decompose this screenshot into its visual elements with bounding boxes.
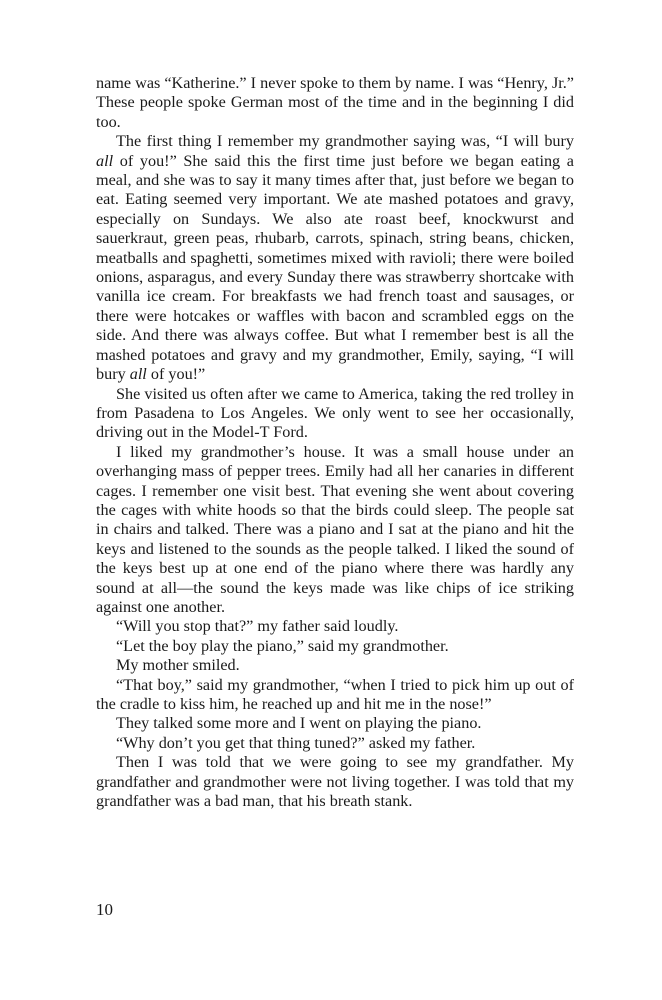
emphasis: all: [129, 365, 147, 384]
paragraph-text: My mother smiled.: [116, 656, 240, 675]
paragraph-text: Then I was told that we were going to see my grandfather. My grandfather and grandmother were not living together. I was told that my grandfather was a bad man, that his breath stank.: [96, 753, 574, 811]
page-body: [96, 74, 574, 811]
paragraph: [96, 637, 574, 656]
paragraph: [96, 753, 574, 811]
paragraph-text: They talked some more and I went on playing the piano.: [116, 714, 482, 733]
paragraph: [96, 74, 574, 132]
emphasis: all: [96, 151, 114, 170]
paragraph-text: of you!” She said this the first time just before we began eating a meal, and she was to say it many times after that, just before we began to eat. Eating seemed very important. We ate mashed potatoes and gravy, especially on Sundays. We also ate roast beef, knockwurst and sauerkraut, green peas, rhubarb, carrots, spinach, string beans, chicken, meatballs and spaghetti, sometimes mixed with ravioli; there were boiled onions, asparagus, and every Sunday there was strawberry shortcake with vanilla ice cream. For breakfasts we had french toast and sausages, or there were hotcakes or waffles with bacon and scrambled eggs on the side. And there was always coffee. But what I remember best is all the mashed potatoes and gravy and my grandmother, Emily, saying, “I will bury: [96, 151, 574, 384]
paragraph: [96, 385, 574, 443]
paragraph-text: “Will you stop that?” my father said loudly.: [116, 617, 399, 636]
paragraph: [96, 617, 574, 636]
paragraph-text: “That boy,” said my grandmother, “when I tried to pick him up out of the cradle to kiss him, he reached up and hit me in the nose!”: [96, 675, 574, 713]
paragraph: [96, 676, 574, 715]
paragraph-text: of you!”: [146, 365, 206, 384]
paragraph-text: “Why don’t you get that thing tuned?” asked my father.: [116, 733, 476, 752]
page-number: 10: [96, 900, 113, 919]
paragraph-text: name was “Katherine.” I never spoke to them by name. I was “Henry, Jr.” These people spoke German most of the time and in the beginning I did too.: [96, 74, 574, 131]
paragraph-text: She visited us often after we came to America, taking the red trolley in from Pasadena to Los Angeles. We only went to see her occasionally, driving out in the Model-T Ford.: [96, 384, 574, 442]
paragraph: [96, 132, 574, 384]
paragraph: [96, 656, 574, 675]
paragraph: [96, 734, 574, 753]
paragraph: [96, 714, 574, 733]
paragraph: [96, 443, 574, 618]
paragraph-text: I liked my grandmother’s house. It was a small house under an overhanging mass of pepper trees. Emily had all her canaries in different cages. I remember one visit best. That evening she went about covering the cages with white hoods so that the birds could sleep. The people sat in chairs and talked. There was a piano and I sat at the piano and hit the keys and listened to the sounds as the people talked. I liked the sound of the keys best up at one end of the piano where there was hardly any sound at all—the sound the keys made was like chips of ice striking against one another.: [96, 442, 574, 616]
paragraph-text: “Let the boy play the piano,” said my grandmother.: [116, 636, 449, 655]
paragraph-text: The first thing I remember my grandmother saying was, “I will bury: [116, 132, 574, 151]
